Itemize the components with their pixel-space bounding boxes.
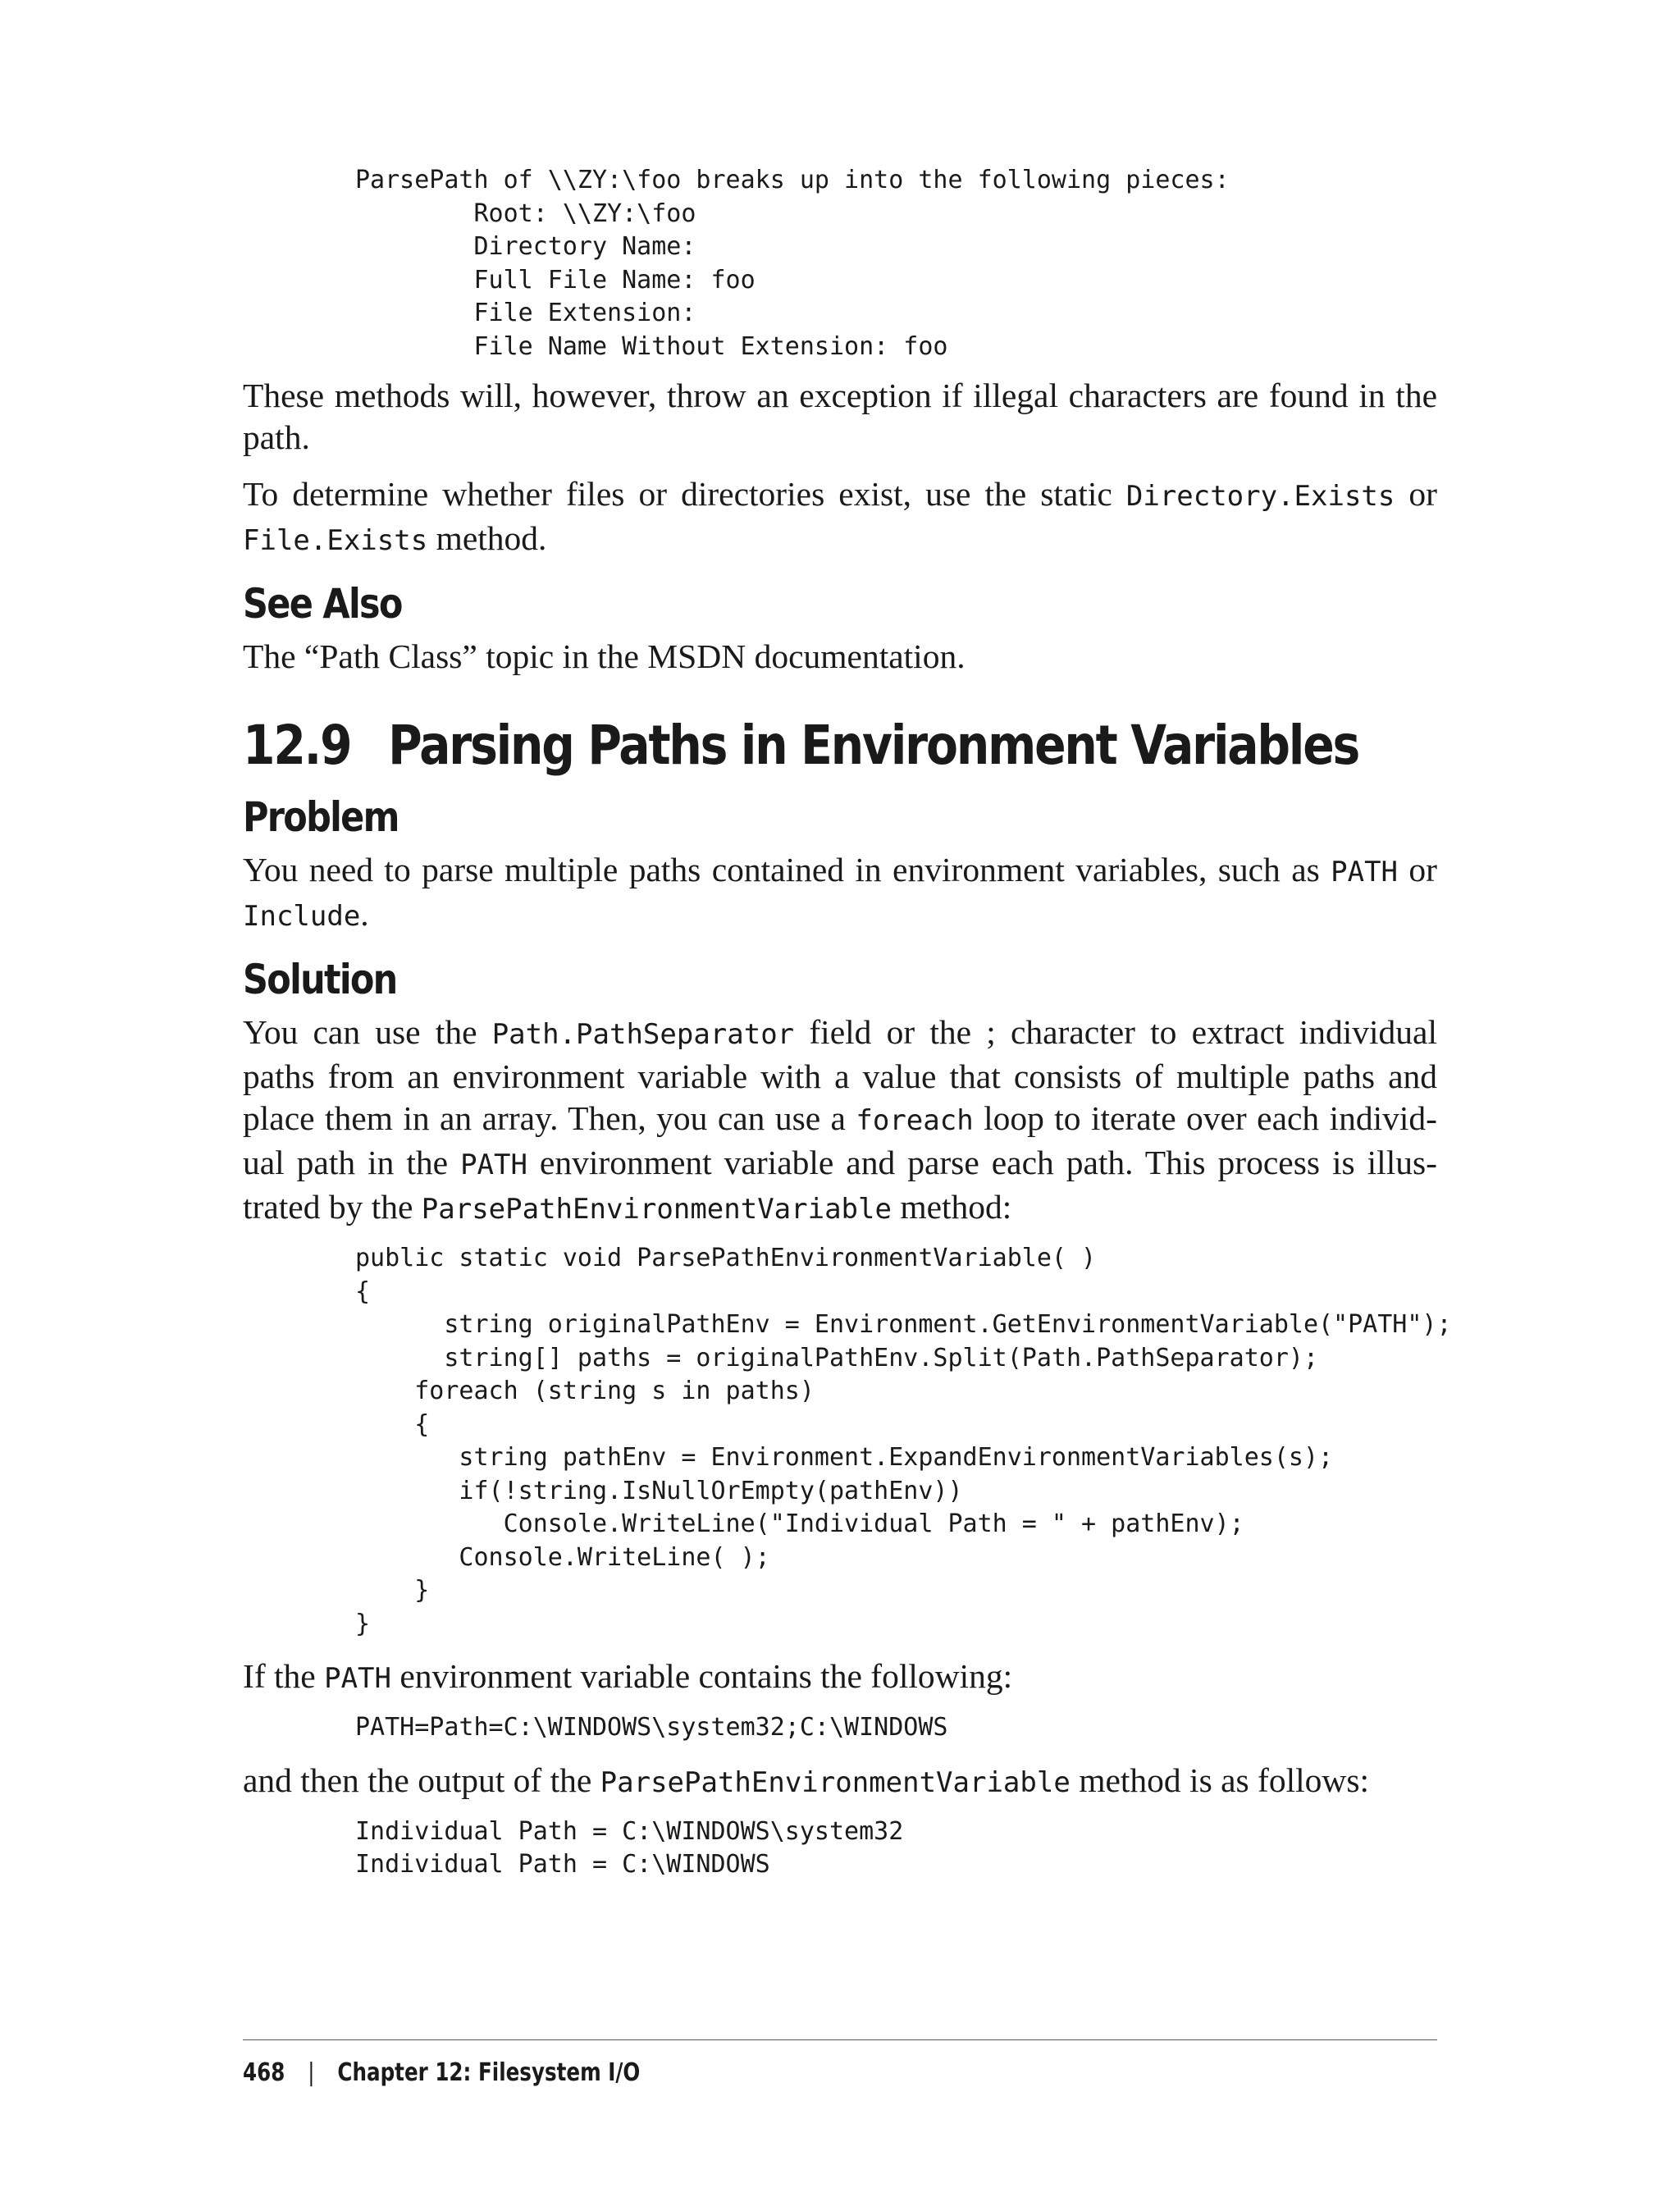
inline-code: Directory.Exists (1125, 480, 1395, 513)
code-line: ParsePath of \\ZY:\foo breaks up into the following pieces: (355, 166, 1230, 194)
paragraph-see-also: The “Path Class” topic in the MSDN documentation. (243, 637, 966, 675)
code-line: if(!string.IsNullOrEmpty(pathEnv)) (355, 1476, 963, 1505)
footer-divider (243, 2039, 1437, 2040)
footer-separator: | (308, 2058, 315, 2087)
code-line: Console.WriteLine("Individual Path = " + pathEnv); (355, 1509, 1244, 1538)
inline-code: PATH (324, 1662, 391, 1695)
code-line: } (355, 1576, 430, 1605)
text-span: or (1395, 475, 1438, 513)
inline-code: PATH (460, 1149, 527, 1181)
paragraph-problem (243, 849, 1437, 938)
text-span: . (360, 895, 369, 933)
page-footer (243, 2039, 1437, 2087)
code-line: } (355, 1609, 371, 1638)
text-span: method. (427, 519, 547, 557)
heading-problem: Problem (243, 793, 399, 841)
code-line: Root: \\ZY:\foo (355, 199, 696, 228)
inline-code: ParsePathEnvironmentVariable (421, 1193, 892, 1226)
text-span: If the (243, 1657, 325, 1695)
text-span: To determine whether files or directories exist, use the static (243, 475, 1126, 513)
footer-text (243, 2058, 1222, 2087)
code-block-path-value (355, 1711, 1437, 1745)
text-span: environment variable and parse each path. This process is illustrated by the (243, 1144, 1437, 1226)
code-line: public static void ParsePathEnvironmentVariable( ) (355, 1244, 1097, 1272)
text-span: field or the ; character to extract individual paths from an environment variable with a value that consists of multiple paths and place them in an array. Then, you can use a (243, 1013, 1437, 1137)
page-content (243, 164, 1452, 1882)
code-line: Individual Path = C:\WINDOWS\system32 (355, 1816, 904, 1846)
code-line: Directory Name: (355, 232, 696, 261)
code-line: string[] paths = originalPathEnv.Split(Path.PathSeparator); (355, 1343, 1318, 1372)
code-line: Individual Path = C:\WINDOWS (355, 1850, 770, 1879)
code-block-output (355, 1815, 1437, 1882)
code-line: string originalPathEnv = Environment.GetEnvironmentVariable("PATH"); (355, 1310, 1452, 1339)
inline-code: foreach (856, 1104, 974, 1137)
chapter-title: Chapter 12: Filesystem I/O (337, 2058, 641, 2087)
heading-solution: Solution (243, 956, 397, 1003)
code-line: { (355, 1277, 371, 1306)
code-line: PATH=Path=C:\WINDOWS\system32;C:\WINDOWS (355, 1713, 948, 1742)
code-line: Console.WriteLine( ); (355, 1542, 770, 1572)
code-line: foreach (string s in paths) (355, 1377, 815, 1405)
text-span: loop to iterate over each individual path in the (243, 1099, 1437, 1181)
inline-code: Include (243, 900, 361, 933)
section-heading (243, 714, 1359, 777)
text-span: environment variable contains the following: (390, 1657, 1013, 1695)
paragraph-exists-methods (243, 473, 1437, 562)
inline-code: ParsePathEnvironmentVariable (600, 1765, 1071, 1799)
code-line: Full File Name: foo (355, 265, 756, 295)
code-block-parsepath-output (355, 164, 1437, 363)
paragraph-solution (243, 1012, 1437, 1231)
inline-code: File.Exists (243, 524, 428, 557)
paragraph-output-intro (243, 1760, 1437, 1804)
text-span: or (1398, 851, 1437, 888)
code-block-method (355, 1242, 1452, 1641)
text-span: method is as follows: (1070, 1761, 1370, 1799)
text-span: You need to parse multiple paths contained in environment variables, such as (243, 851, 1331, 888)
section-number: 12.9 (243, 714, 351, 777)
inline-code: Path.PathSeparator (491, 1018, 795, 1051)
text-span: and then the output of the (243, 1761, 600, 1799)
page-number: 468 (243, 2058, 285, 2087)
heading-see-also: See Also (243, 580, 402, 628)
text-span: method: (891, 1188, 1012, 1226)
inline-code: PATH (1331, 856, 1399, 888)
paragraph-path-contains (243, 1656, 1437, 1700)
text-span: You can use the (243, 1013, 492, 1051)
section-title: Parsing Paths in Environment Variables (388, 714, 1359, 777)
paragraph-exception-note: These methods will, however, throw an exception if illegal characters are found in the path. (243, 377, 1437, 456)
code-line: { (355, 1409, 430, 1439)
code-line: File Name Without Extension: foo (355, 331, 948, 361)
code-line: string pathEnv = Environment.ExpandEnvironmentVariables(s); (355, 1443, 1334, 1472)
code-line: File Extension: (355, 299, 696, 327)
